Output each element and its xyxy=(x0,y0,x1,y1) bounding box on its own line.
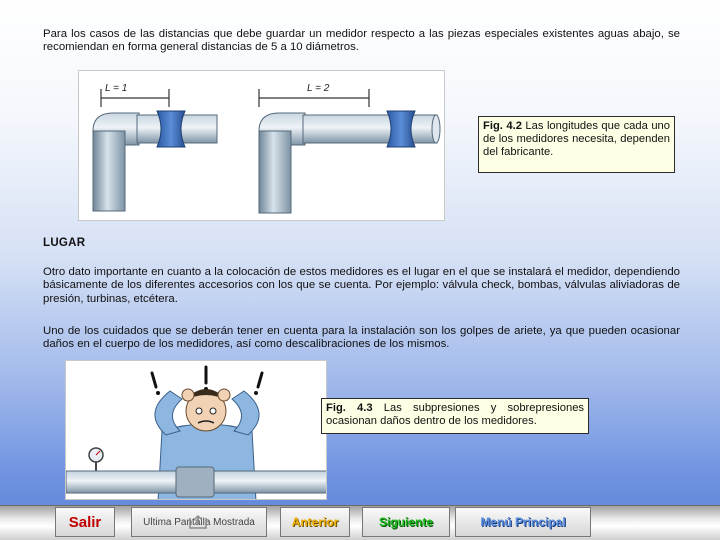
siguiente-label: Siguiente xyxy=(378,515,433,529)
worried-man-illustration xyxy=(66,361,327,500)
menu-principal-button[interactable] xyxy=(455,507,591,537)
figure-4-2-number: Fig. 4.2 xyxy=(483,120,522,132)
figure-4-3-number: Fig. 4.3 xyxy=(326,402,373,414)
return-arrow-icon xyxy=(186,514,210,532)
pipe-elbows-illustration xyxy=(79,71,445,221)
dimension-label-right: L = 2 xyxy=(307,83,330,94)
salir-button[interactable] xyxy=(55,507,115,537)
figure-4-2-text: Las longitudes que cada uno de los medidores necesita, dependen del fabricante. xyxy=(483,120,671,158)
siguiente-button[interactable] xyxy=(362,507,450,537)
anterior-label: Anterior xyxy=(291,515,339,529)
dimension-label-left: L = 1 xyxy=(105,83,128,94)
ultima-pantalla-button[interactable] xyxy=(131,507,267,537)
flow-meter-right xyxy=(387,111,415,147)
menu-principal-label: Menú Principal xyxy=(480,515,566,529)
figure-pipe-elbows xyxy=(78,70,445,221)
anterior-button[interactable] xyxy=(280,507,350,537)
salir-label: Salir xyxy=(68,513,102,531)
section-heading-lugar: LUGAR xyxy=(43,237,86,249)
paragraph-golpes-ariete: Uno de los cuidados que se deberán tener en cuenta para la instalación son los golpes de ariete, ya que pueden ocasionar daños en el cuerpo de los medidores, así como descalibraciones de los mismos. xyxy=(43,325,680,351)
intro-paragraph: Para los casos de las distancias que debe guardar un medidor respecto a las piezas especiales existentes aguas abajo, se recomiendan en forma general distancias de 5 a 10 diámetros. xyxy=(43,28,680,54)
figure-4-3-text: Las subpresiones y sobrepresiones ocasionan daños dentro de los medidores. xyxy=(326,402,585,427)
figure-worried-man xyxy=(65,360,327,500)
paragraph-lugar: Otro dato importante en cuanto a la colocación de estos medidores es el lugar en el que se instalará el medidor, dependiendo básicamente de los diferentes accesorios con los que se cuenta. Por ejemplo: válvula check, bombas, válvulas aliviadoras de presión, turbinas, etcétera. xyxy=(43,266,680,305)
ultima-pantalla-label: Ultima Pantalla Mostrada xyxy=(143,516,255,528)
figure-4-3-caption xyxy=(321,398,589,434)
flow-meter-left xyxy=(157,111,185,147)
figure-4-2-caption xyxy=(478,116,675,173)
